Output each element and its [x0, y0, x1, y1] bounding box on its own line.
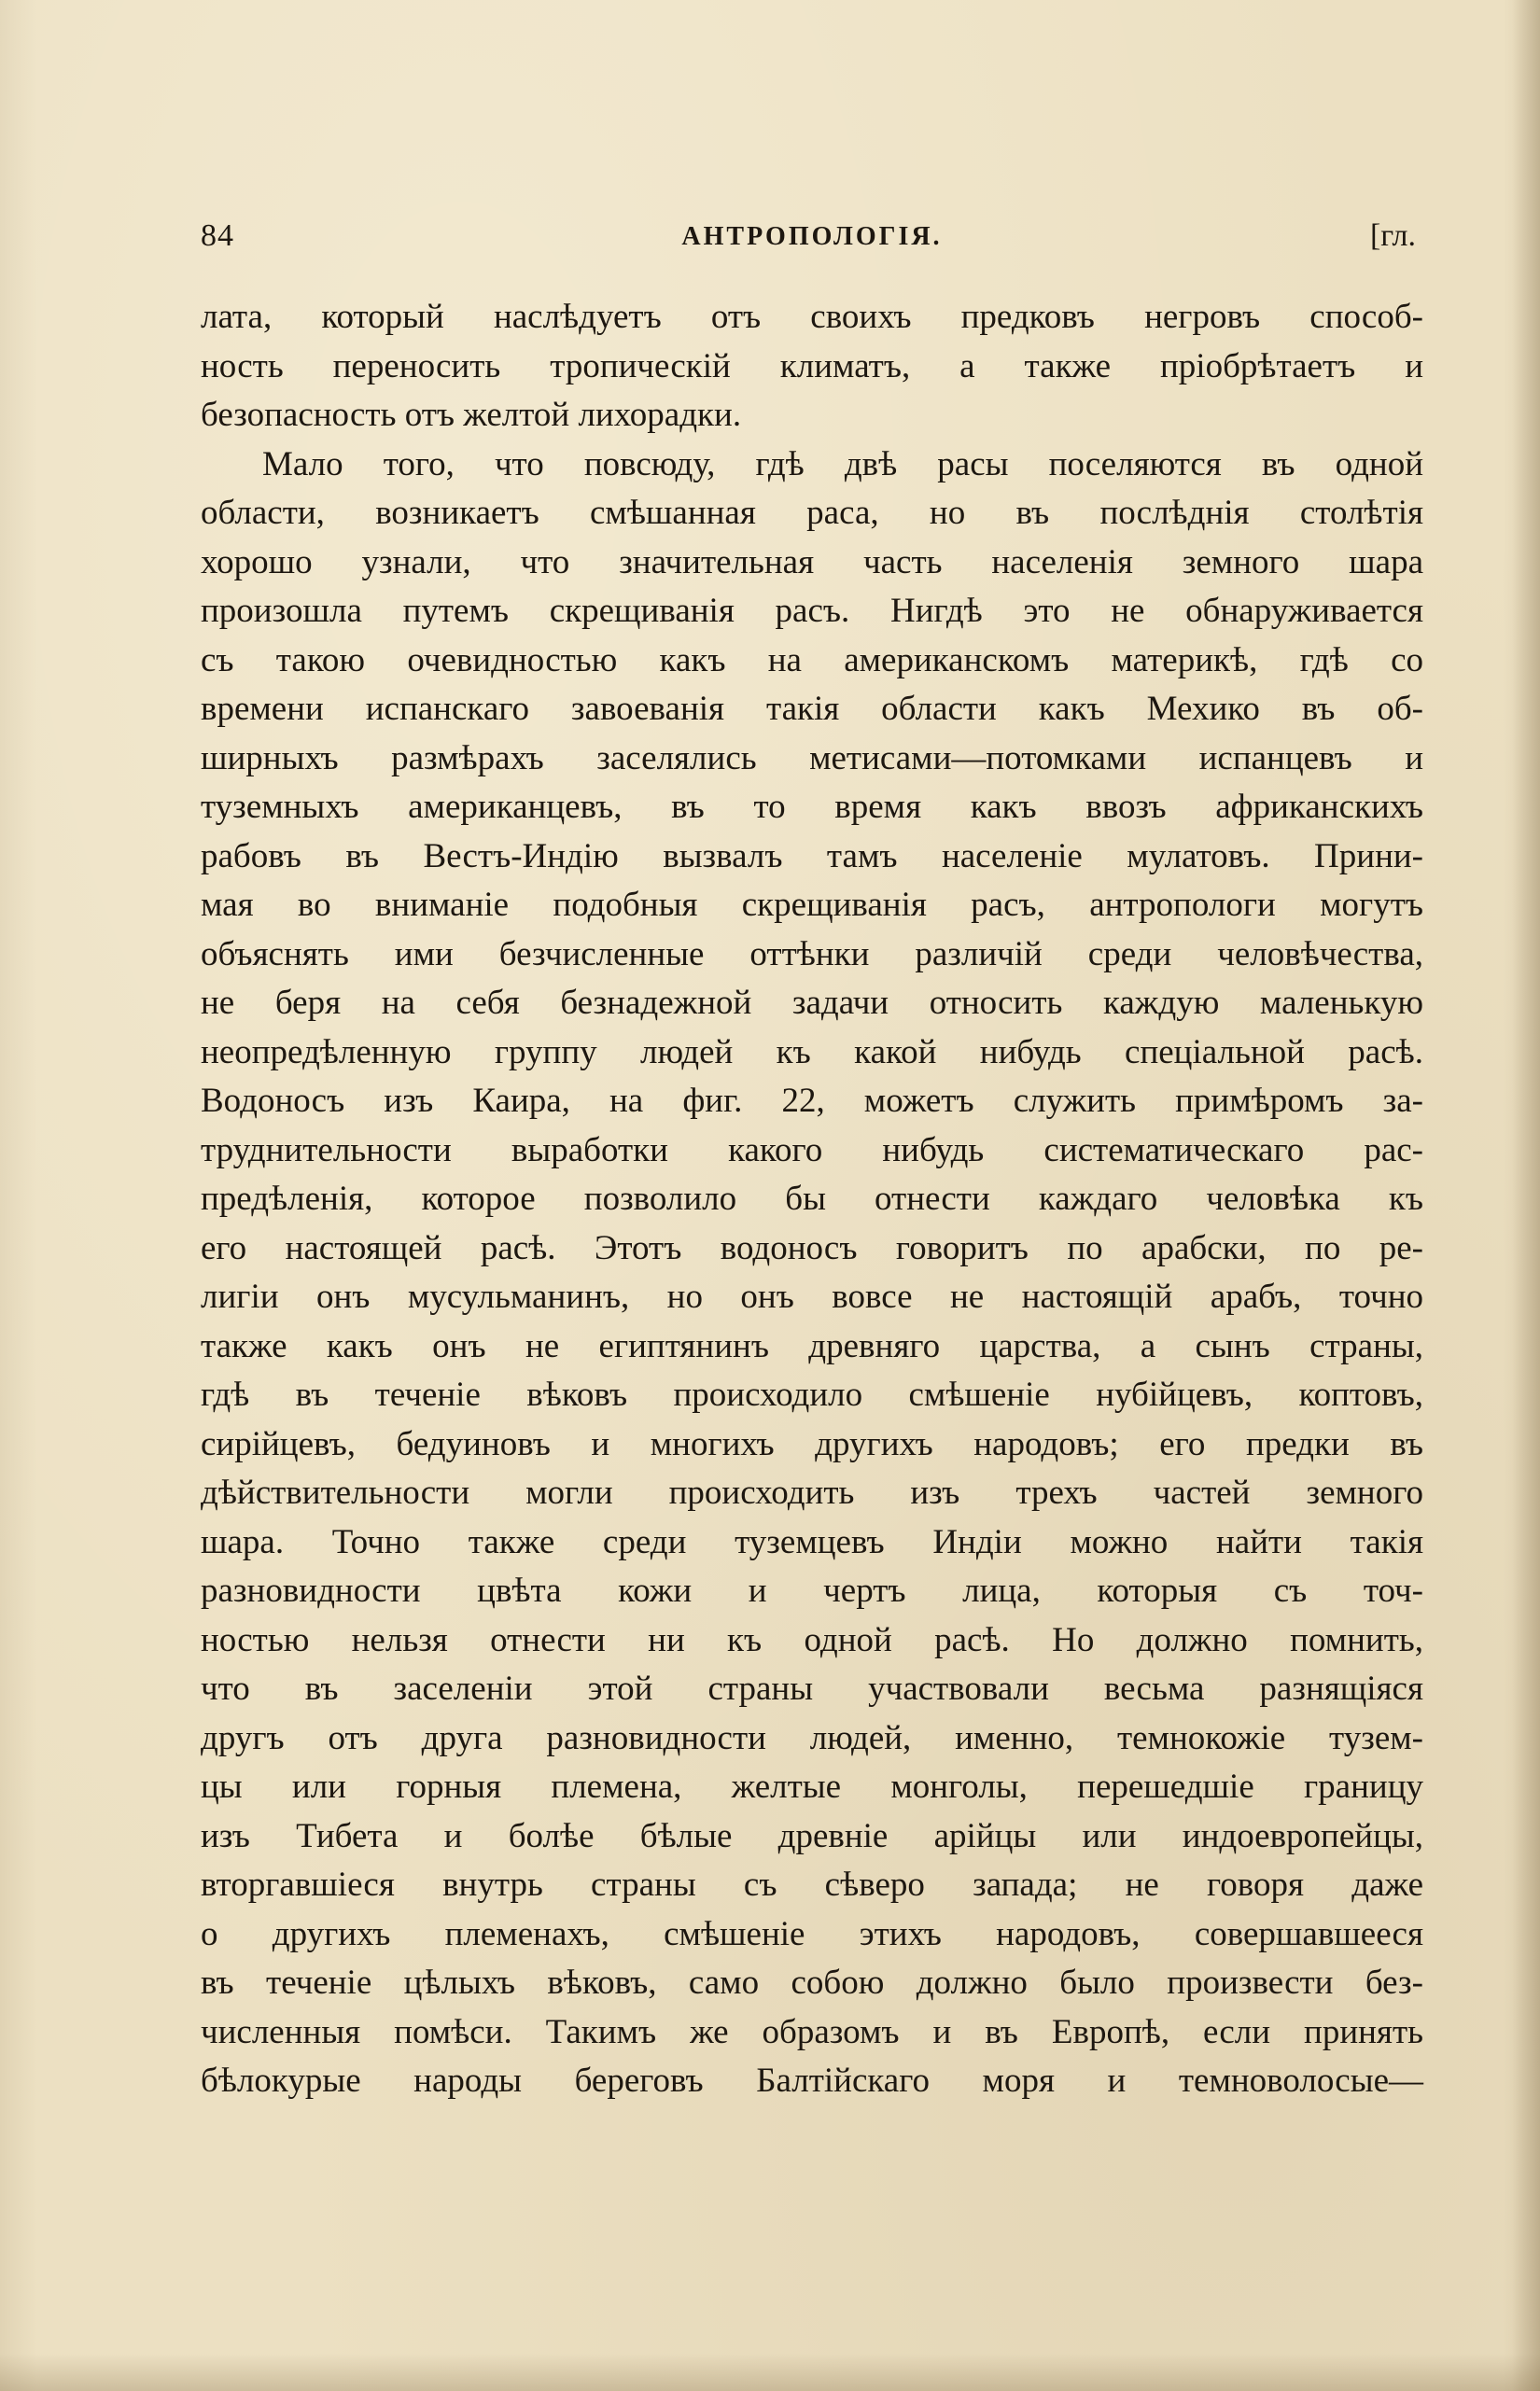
text-line: ностью нельзя отнести ни къ одной расѣ. Но должно помнить,: [201, 1620, 1423, 1659]
text-line: безопасность отъ желтой лихорадки.: [201, 396, 742, 434]
page-number: 84: [201, 218, 234, 253]
text-line: предѣленія, которое позволило бы отнести каждаго человѣка къ: [201, 1180, 1423, 1218]
text-line: шара. Точно также среди туземцевъ Индіи можно найти такія: [201, 1522, 1423, 1561]
text-line: лигіи онъ мусульманинъ, но онъ вовсе не настоящій арабъ, точно: [201, 1278, 1423, 1316]
text-line: цы или горныя племена, желтые монголы, перешедшіе границу: [201, 1768, 1423, 1806]
text-line: ширныхъ размѣрахъ заселялись метисами—потомками испанцевъ и: [201, 738, 1423, 777]
body-text: [201, 293, 1423, 2106]
text-line: гдѣ въ теченіе вѣковъ происходило смѣшеніе нубійцевъ, коптовъ,: [201, 1376, 1423, 1414]
page-header: [201, 213, 1423, 259]
chapter-reference: [гл.: [1369, 218, 1416, 253]
text-line: Мало того, что повсюду, гдѣ двѣ расы поселяются въ одной: [262, 444, 1423, 483]
text-line: изъ Тибета и болѣе бѣлые древніе арійцы или индоевропейцы,: [201, 1816, 1423, 1855]
text-line: произошла путемъ скрещиванія расъ. Нигдѣ это не обнаруживается: [201, 592, 1423, 630]
text-line: о другихъ племенахъ, смѣшеніе этихъ народовъ, совершавшееся: [201, 1914, 1423, 1953]
text-line: дѣйствительности могли происходить изъ трехъ частей земного: [201, 1474, 1423, 1512]
page-bottom-shadow: [0, 2354, 1540, 2391]
text-line: ность переносить тропическій климатъ, а также пріобрѣтаетъ и: [201, 346, 1423, 385]
text-line: неопредѣленную группу людей къ какой нибудь спеціальной расѣ.: [201, 1032, 1423, 1071]
text-line: хорошо узнали, что значительная часть населенія земного шара: [201, 542, 1423, 581]
running-head: АНТРОПОЛОГІЯ.: [681, 222, 943, 251]
text-line: туземныхъ американцевъ, въ то время какъ ввозъ африканскихъ: [201, 788, 1423, 826]
text-line: области, возникаетъ смѣшанная раса, но въ послѣднія столѣтія: [201, 494, 1423, 532]
text-line: не беря на себя безнадежной задачи относить каждую маленькую: [201, 984, 1423, 1022]
text-line: бѣлокурые народы береговъ Балтійскаго моря и темноволосые—: [201, 2062, 1423, 2100]
text-line: рабовъ въ Вестъ-Индію вызвалъ тамъ населеніе мулатовъ. Прини-: [201, 836, 1423, 875]
page-edge-shadow: [1512, 0, 1540, 2391]
text-line: съ такою очевидностью какъ на американскомъ материкѣ, гдѣ со: [201, 640, 1423, 679]
text-line: мая во вниманіе подобныя скрещиванія расъ, антропологи могутъ: [201, 886, 1423, 924]
text-line: времени испанскаго завоеванія такія области какъ Мехико въ об-: [201, 690, 1423, 728]
text-line: въ теченіе цѣлыхъ вѣковъ, само собою должно было произвести без-: [201, 1964, 1423, 2002]
text-line: его настоящей расѣ. Этотъ водоносъ говоритъ по арабски, по ре-: [201, 1228, 1423, 1267]
text-line: вторгавшіеся внутрь страны съ сѣверо запада; не говоря даже: [201, 1866, 1423, 1904]
text-line: объяснять ими безчисленные оттѣнки различій среди человѣчества,: [201, 934, 1423, 973]
text-line: Водоносъ изъ Каира, на фиг. 22, можетъ служить примѣромъ за-: [201, 1082, 1423, 1120]
text-line: лата, который наслѣдуетъ отъ своихъ предковъ негровъ способ-: [201, 298, 1423, 336]
text-line: что въ заселеніи этой страны участвовали весьма разнящіяся: [201, 1670, 1423, 1708]
text-line: сирійцевъ, бедуиновъ и многихъ другихъ народовъ; его предки въ: [201, 1424, 1423, 1463]
text-line: численныя помѣси. Такимъ же образомъ и въ Европѣ, если принять: [201, 2012, 1423, 2051]
text-line: труднительности выработки какого нибудь систематическаго рас-: [201, 1130, 1423, 1169]
text-line: другъ отъ друга разновидности людей, именно, темнокожіе тузем-: [201, 1718, 1423, 1757]
text-line: разновидности цвѣта кожи и чертъ лица, которыя съ точ-: [201, 1572, 1423, 1610]
text-line: также какъ онъ не египтянинъ древняго царства, а сынъ страны,: [201, 1326, 1423, 1365]
